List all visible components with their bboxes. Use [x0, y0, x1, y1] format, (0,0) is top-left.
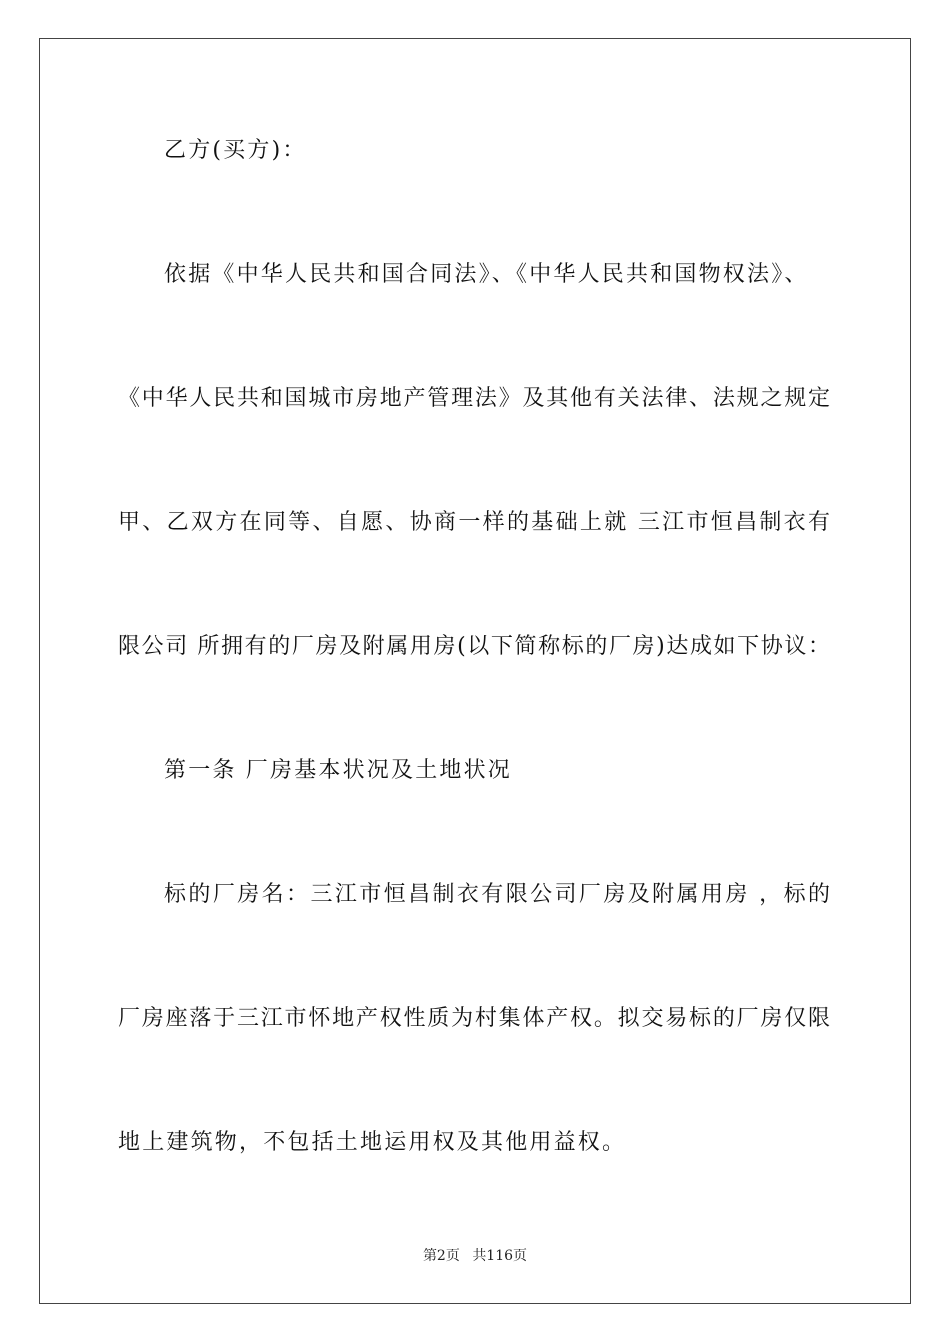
text-line-factory-name: 标的厂房名：三江市恒昌制衣有限公司厂房及附属用房 ，标的 [164, 882, 830, 907]
page-total: 共116页 [472, 1248, 528, 1264]
text-line-parties-agreement: 甲、乙双方在同等、自愿、协商一样的基础上就 三江市恒昌制衣有 [118, 510, 830, 535]
page-number: 第2页 [422, 1248, 460, 1264]
page-footer [0, 1247, 950, 1265]
text-line-legal-basis: 依据《中华人民共和国合同法》、《中华人民共和国物权法》、 [164, 262, 809, 287]
text-line-party-b: 乙方(买方)： [164, 138, 307, 163]
text-line-scope: 地上建筑物，不包括土地运用权及其他用益权。 [118, 1130, 627, 1155]
text-line-legal-basis-cont: 《中华人民共和国城市房地产管理法》及其他有关法律、法规之规定 [118, 386, 830, 411]
text-line-agreement-subject: 限公司 所拥有的厂房及附属用房(以下简称标的厂房)达成如下协议： [118, 634, 830, 659]
section-heading-article-1: 第一条 厂房基本状况及土地状况 [164, 758, 512, 783]
page-border [39, 38, 911, 1304]
text-line-factory-location: 厂房座落于三江市怀地产权性质为村集体产权。拟交易标的厂房仅限 [118, 1006, 830, 1031]
